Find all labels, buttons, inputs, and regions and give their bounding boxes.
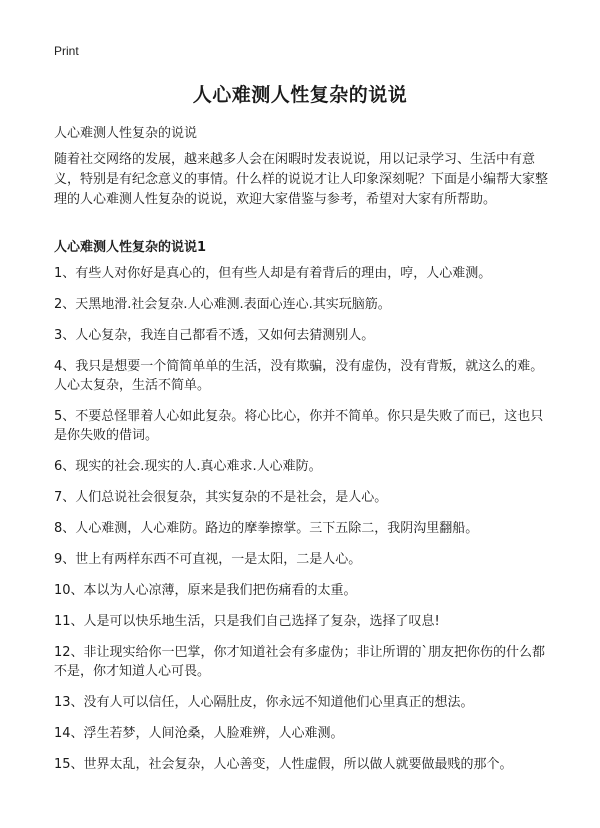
quote-item: 3、人心复杂，我连自己都看不透，又如何去猜测别人。 [54,328,375,343]
intro-paragraph: 随着社交网络的发展，越来越多人会在闲暇时发表说说，用以记录学习、生活中有意义，特别是有纪念意义的事情。什么样的说说才让人印象深刻呢？下面是小编帮大家整理的人心难测人性复杂的说说，欢迎大家借鉴与参考，希望对大家有所帮助。 [54,152,549,207]
quote-item: 15、世界太乱，社会复杂，人心善变，人性虚假，所以做人就要做最贱的那个。 [54,757,513,772]
section-heading: 人心难测人性复杂的说说1 [54,240,207,255]
quote-item: 8、人心难测，人心难防。路边的摩拳擦掌。三下五除二，我阴沟里翻船。 [54,521,479,536]
quote-item: 13、没有人可以信任，人心隔肚皮，你永远不知道他们心里真正的想法。 [54,695,474,710]
quote-item: 10、本以为人心凉薄，原来是我们把伤痛看的太重。 [54,583,357,598]
quote-item: 9、世上有两样东西不可直视，一是太阳，二是人心。 [54,552,362,567]
quote-item: 2、天黑地滑.社会复杂.人心难测.表面心连心.其实玩脑筋。 [54,297,391,312]
quote-item: 4、我只是想要一个简简单单的生活，没有欺骗，没有虚伪，没有背叛，就这么的难。人心太复杂，生活不简单。 [54,359,544,393]
quote-list [54,264,554,786]
quote-item: 1、有些人对你好是真心的，但有些人却是有着背后的理由，哼，人心难测。 [54,266,492,281]
quote-item: 6、现实的社会.现实的人.真心难求.人心难防。 [54,459,322,474]
quote-item: 5、不要总怪罪着人心如此复杂。将心比心，你并不简单。你只是失败了而已，这也只是你失败的借词。 [54,409,544,443]
quote-item: 7、人们总说社会很复杂，其实复杂的不是社会，是人心。 [54,490,388,505]
quote-item: 14、浮生若梦，人间沧桑，人脸难辨，人心难测。 [54,726,344,741]
document-subtitle: 人心难测人性复杂的说说 [54,126,198,141]
quote-item: 11、人是可以快乐地生活，只是我们自己选择了复杂，选择了叹息! [54,614,440,629]
print-link[interactable]: Print [54,44,79,58]
page-title: 人心难测人性复杂的说说 [192,84,408,106]
quote-item: 12、非让现实给你一巴掌，你才知道社会有多虚伪；非让所谓的`朋友把你伤的什么都不是，你才知道人心可畏。 [54,645,546,679]
